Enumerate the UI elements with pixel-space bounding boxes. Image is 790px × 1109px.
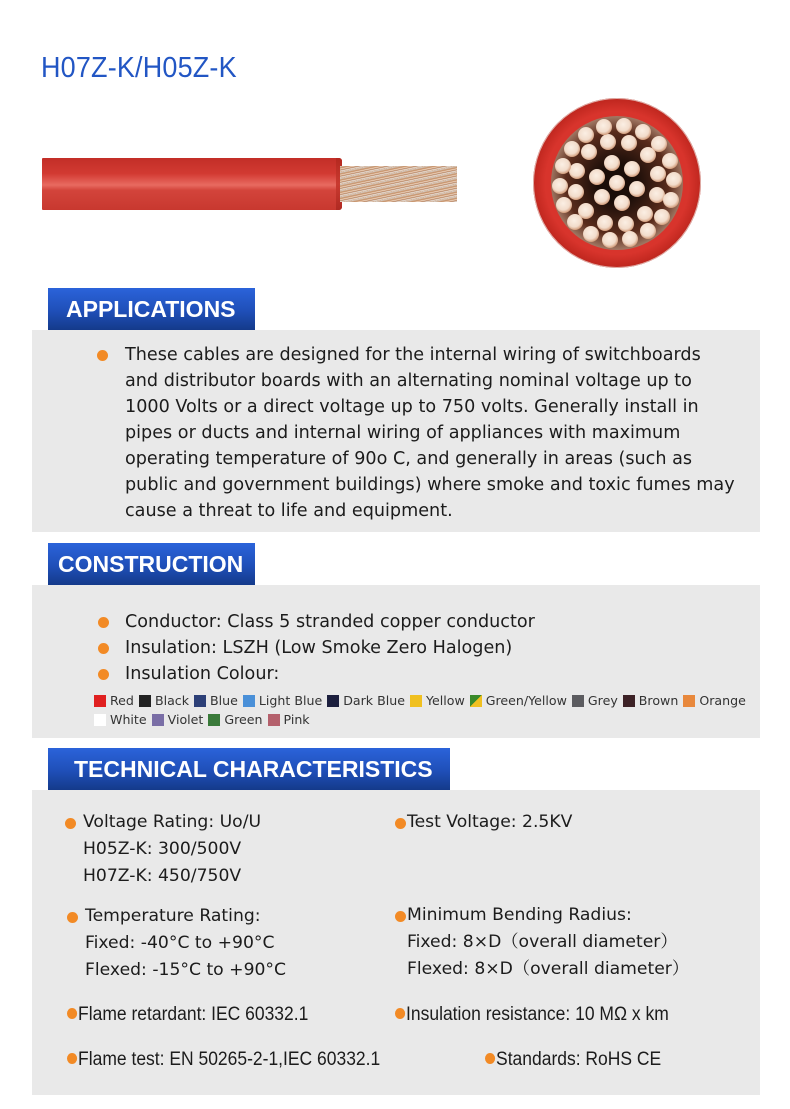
bullet-icon (65, 818, 76, 829)
copper-wire-icon (609, 175, 625, 191)
copper-wire-icon (663, 192, 679, 208)
copper-wire-icon (637, 206, 653, 222)
copper-wire-icon (556, 197, 572, 213)
copper-wire-icon (567, 214, 583, 230)
colour-swatch-brown: Brown (623, 693, 679, 708)
copper-wire-icon (614, 195, 630, 211)
applications-line: 1000 Volts or a direct voltage up to 750 volts. Generally install in (125, 397, 699, 417)
applications-line: and distributor boards with an alternating nominal voltage up to (125, 371, 692, 391)
applications-heading: APPLICATIONS (48, 288, 255, 330)
colour-swatch-green-yellow: Green/Yellow (470, 693, 567, 708)
copper-wire-icon (629, 181, 645, 197)
colour-swatch-grey: Grey (572, 693, 618, 708)
copper-wire-icon (597, 215, 613, 231)
voltage-rating: Voltage Rating: Uo/U H05Z-K: 300/500V H07Z-K: 450/750V (65, 809, 261, 890)
bullet-icon (98, 617, 109, 628)
colour-swatch-blue: Blue (194, 693, 238, 708)
copper-wire-icon (602, 232, 618, 248)
colour-swatch-white: White (94, 712, 147, 727)
swatch-square-icon (410, 695, 422, 707)
colour-swatch-light-blue: Light Blue (243, 693, 322, 708)
colour-swatch-green: Green (208, 712, 262, 727)
construction-item-colour: Insulation Colour: (93, 661, 535, 687)
copper-wire-icon (621, 135, 637, 151)
bullet-icon (395, 818, 406, 829)
flame-test: Flame test: EN 50265-2-1,IEC 60332.1 (67, 1049, 380, 1071)
swatch-square-icon (139, 695, 151, 707)
swatch-square-icon (94, 695, 106, 707)
copper-wire-icon (635, 124, 651, 140)
colour-swatch-orange: Orange (683, 693, 746, 708)
colour-swatches-row-1 (94, 693, 751, 708)
copper-wire-icon (555, 158, 571, 174)
colour-swatch-dark-blue: Dark Blue (327, 693, 405, 708)
swatch-square-icon (194, 695, 206, 707)
copper-wire-icon (569, 163, 585, 179)
swatch-square-icon (208, 714, 220, 726)
copper-wire-icon (618, 216, 634, 232)
technical-panel (32, 790, 760, 1095)
product-title: H07Z-K/H05Z-K (41, 52, 237, 84)
construction-heading: CONSTRUCTION (48, 543, 255, 585)
swatch-square-icon (327, 695, 339, 707)
copper-wire-icon (552, 178, 568, 194)
colour-swatch-black: Black (139, 693, 189, 708)
swatch-square-icon (243, 695, 255, 707)
applications-line: These cables are designed for the internal wiring of switchboards (125, 345, 701, 365)
copper-wire-icon (650, 166, 666, 182)
bending-radius: Minimum Bending Radius: Fixed: 8×D（overall diameter） Flexed: 8×D（overall diameter） (395, 902, 689, 983)
applications-text (93, 342, 753, 524)
copper-wire-icon (624, 161, 640, 177)
copper-wire-icon (640, 223, 656, 239)
swatch-square-icon (268, 714, 280, 726)
copper-strands (340, 166, 457, 202)
test-voltage: Test Voltage: 2.5KV (395, 809, 572, 836)
copper-wire-icon (564, 141, 580, 157)
copper-wire-icon (578, 127, 594, 143)
colour-swatches-row-2 (94, 712, 315, 727)
copper-wire-icon (594, 189, 610, 205)
copper-wire-icon (654, 209, 670, 225)
bullet-icon (67, 912, 78, 923)
colour-swatch-red: Red (94, 693, 134, 708)
copper-wire-icon (583, 226, 599, 242)
swatch-square-icon (572, 695, 584, 707)
applications-line: cause a threat to life and equipment. (125, 501, 453, 521)
colour-swatch-yellow: Yellow (410, 693, 465, 708)
bullet-icon (485, 1053, 495, 1064)
copper-wire-icon (662, 153, 678, 169)
construction-list (93, 609, 535, 687)
cable-cross-section-image (533, 98, 701, 268)
cable-insulation (42, 158, 342, 210)
bullet-icon (395, 911, 406, 922)
colour-swatch-violet: Violet (152, 712, 204, 727)
colour-swatch-pink: Pink (268, 712, 310, 727)
copper-wire-icon (616, 118, 632, 134)
swatch-square-icon (94, 714, 106, 726)
construction-panel (32, 585, 760, 738)
applications-line: operating temperature of 90o C, and generally in areas (such as (125, 449, 693, 469)
copper-wire-icon (651, 136, 667, 152)
swatch-square-icon (683, 695, 695, 707)
construction-item-conductor: Conductor: Class 5 stranded copper conductor (93, 609, 535, 635)
insulation-resistance: Insulation resistance: 10 MΩ x km (395, 1004, 669, 1026)
copper-wire-icon (622, 231, 638, 247)
construction-item-insulation: Insulation: LSZH (Low Smoke Zero Halogen) (93, 635, 535, 661)
copper-wire-icon (589, 169, 605, 185)
temperature-rating: Temperature Rating: Fixed: -40°C to +90°C Flexed: -15°C to +90°C (67, 903, 286, 984)
swatch-square-icon (470, 695, 482, 707)
standards: Standards: RoHS CE (485, 1049, 661, 1071)
copper-wire-icon (568, 184, 584, 200)
copper-wire-icon (666, 172, 682, 188)
bullet-icon (98, 669, 109, 680)
technical-heading: TECHNICAL CHARACTERISTICS (48, 748, 450, 790)
swatch-square-icon (152, 714, 164, 726)
bullet-icon (395, 1008, 405, 1019)
swatch-square-icon (623, 695, 635, 707)
bullet-icon (97, 350, 108, 361)
copper-wire-icon (581, 144, 597, 160)
copper-wire-icon (600, 134, 616, 150)
copper-wire-icon (596, 119, 612, 135)
conductor-bundle (551, 116, 683, 250)
applications-line: pipes or ducts and internal wiring of appliances with maximum (125, 423, 681, 443)
bullet-icon (67, 1008, 77, 1019)
bullet-icon (98, 643, 109, 654)
flame-retardant: Flame retardant: IEC 60332.1 (67, 1004, 308, 1026)
applications-panel (32, 330, 760, 532)
copper-wire-icon (604, 155, 620, 171)
applications-line: public and government buildings) where smoke and toxic fumes may (125, 475, 735, 495)
bullet-icon (67, 1053, 77, 1064)
